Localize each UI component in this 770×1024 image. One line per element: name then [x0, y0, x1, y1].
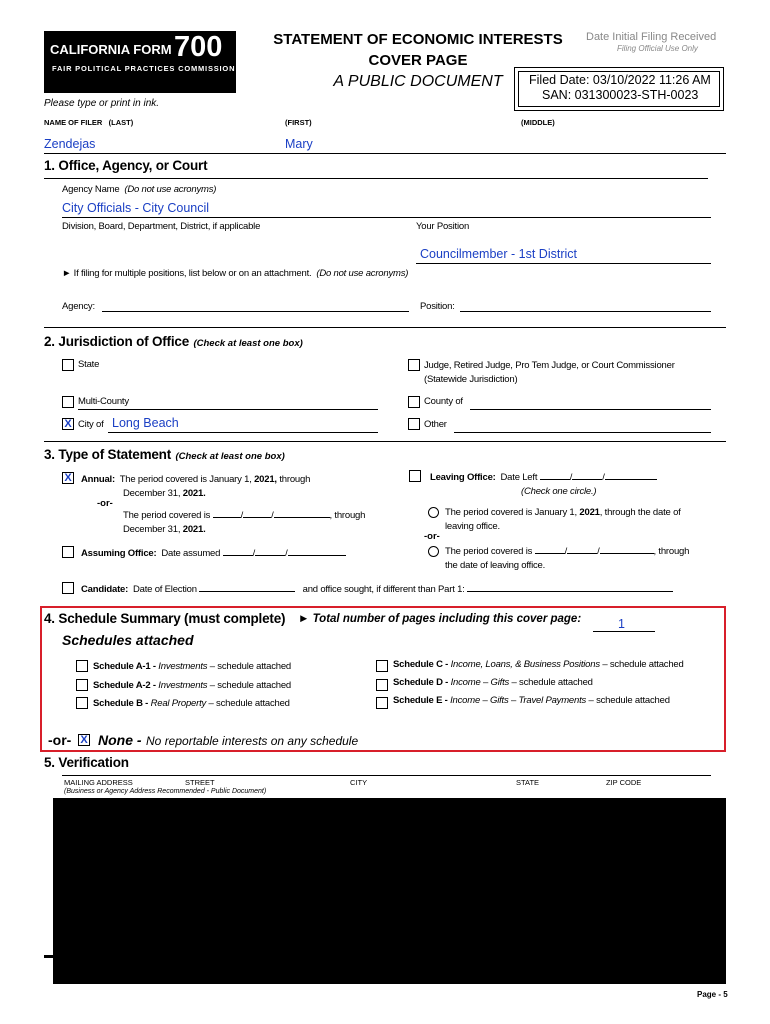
schedule-d-checkbox[interactable]	[376, 679, 388, 691]
mailing-hint: (Business or Agency Address Recommended - Public Document)	[64, 788, 267, 795]
state-label-address: STATE	[516, 778, 540, 787]
schedules-attached-label: Schedules attached	[62, 632, 194, 648]
annual-text: Annual: The period covered is January 1, 2021, through December 31, 2021.	[81, 474, 311, 499]
schedule-b-label: Schedule B - Real Property – schedule attached	[93, 698, 290, 709]
street-label: STREET	[185, 778, 215, 787]
date-received-label: Date Initial Filing Received	[586, 31, 717, 43]
schedule-c-checkbox[interactable]	[376, 660, 388, 672]
schedule-a1-label: Schedule A-1 - Investments – schedule attached	[93, 661, 292, 672]
form-label: CALIFORNIA FORM	[50, 42, 172, 57]
multi-county-label: Multi-County	[78, 396, 129, 407]
annual-checkbox[interactable]: X	[62, 472, 74, 484]
leaving-office-text: Leaving Office: Date Left / /	[430, 472, 657, 483]
schedule-a2-label: Schedule A-2 - Investments – schedule attached	[93, 680, 292, 691]
position-field[interactable]: Councilmember - 1st District	[420, 247, 577, 261]
schedule-e-checkbox[interactable]	[376, 697, 388, 709]
san-number: SAN: 031300023-STH-0023	[542, 88, 699, 102]
other-checkbox[interactable]	[408, 418, 420, 430]
leaving-or: -or-	[424, 531, 440, 542]
none-checkbox[interactable]: X	[78, 734, 90, 746]
leaving-office-checkbox[interactable]	[409, 470, 421, 482]
county-field[interactable]	[470, 409, 711, 410]
leaving-option2-text: The period covered is / / , through the date of leaving office.	[445, 546, 690, 571]
section3-hint: (Check at least one box)	[175, 451, 285, 462]
form-number: 700	[174, 31, 223, 63]
schedule-b-checkbox[interactable]	[76, 697, 88, 709]
city-label: CITY	[350, 778, 368, 787]
annual-or: -or-	[97, 498, 113, 509]
section3-title: 3. Type of Statement	[44, 447, 172, 462]
multiple-positions-note: ► If filing for multiple positions, list below or on an attachment. (Do not use acronyms)	[62, 268, 409, 279]
candidate-checkbox[interactable]	[62, 582, 74, 594]
division-label: Division, Board, Department, District, if applicable	[62, 221, 261, 232]
section2-hint: (Check at least one box)	[193, 338, 303, 349]
name-of-filer-label: NAME OF FILER (LAST)	[44, 118, 134, 127]
position2-field[interactable]	[460, 311, 711, 312]
section4-title: 4. Schedule Summary (must complete)	[44, 611, 286, 626]
city-field[interactable]: Long Beach	[112, 416, 179, 430]
filed-date: Filed Date: 03/10/2022 11:26 AM	[529, 73, 711, 87]
leaving-option2-radio[interactable]	[428, 546, 439, 557]
official-use-label: Filing Official Use Only	[617, 44, 698, 53]
total-pages-label: ► Total number of pages including this cover page:	[298, 613, 582, 625]
annual-alt-text: The period covered is / / , through December 31, 2021.	[123, 510, 366, 535]
multi-county-checkbox[interactable]	[62, 396, 74, 408]
city-of-checkbox[interactable]: X	[62, 418, 74, 430]
title-line2: COVER PAGE	[368, 52, 468, 69]
zip-label: ZIP CODE	[606, 778, 642, 787]
other-label: Other	[424, 419, 447, 430]
assuming-office-text: Assuming Office: Date assumed / /	[81, 548, 346, 559]
assuming-office-checkbox[interactable]	[62, 546, 74, 558]
agency2-label: Agency:	[62, 301, 95, 312]
section2-heading	[44, 333, 303, 351]
schedule-a2-checkbox[interactable]	[76, 679, 88, 691]
redacted-block	[53, 798, 726, 984]
last-name-field[interactable]: Zendejas	[44, 137, 96, 151]
none-or-label: -or-	[48, 732, 72, 748]
page-number: Page - 5	[697, 990, 728, 999]
city-of-label: City of	[78, 419, 104, 430]
schedule-e-label: Schedule E - Income – Gifts – Travel Payments – schedule attached	[393, 695, 670, 706]
schedule-c-label: Schedule C - Income, Loans, & Business Positions – schedule attached	[393, 659, 684, 670]
total-pages-field[interactable]: 1	[618, 617, 625, 631]
agency-name-field[interactable]: City Officials - City Council	[62, 201, 210, 215]
section3-heading	[44, 446, 285, 464]
leaving-option1-radio[interactable]	[428, 507, 439, 518]
none-label: None - No reportable interests on any schedule	[98, 732, 359, 748]
filed-stamp	[514, 67, 724, 111]
county-of-checkbox[interactable]	[408, 396, 420, 408]
your-position-label: Your Position	[416, 221, 470, 232]
first-name-field[interactable]: Mary	[285, 137, 313, 151]
title-line3: A PUBLIC DOCUMENT	[333, 73, 503, 90]
schedule-a1-checkbox[interactable]	[76, 660, 88, 672]
middle-name-label: (MIDDLE)	[521, 118, 555, 127]
state-label: State	[78, 359, 100, 370]
title-line1: STATEMENT OF ECONOMIC INTERESTS	[273, 31, 563, 48]
first-name-label: (FIRST)	[285, 118, 312, 127]
redaction-edge	[44, 955, 56, 958]
other-field[interactable]	[454, 432, 711, 433]
instructions: Please type or print in ink.	[44, 98, 160, 109]
section2-title: 2. Jurisdiction of Office	[44, 334, 190, 349]
form-badge	[44, 31, 236, 93]
state-checkbox[interactable]	[62, 359, 74, 371]
position2-label: Position:	[420, 301, 455, 312]
schedule-d-label: Schedule D - Income – Gifts – schedule attached	[393, 677, 593, 688]
leaving-hint: (Check one circle.)	[521, 486, 597, 497]
judge-label: Judge, Retired Judge, Pro Tem Judge, or Court Commissioner (Statewide Jurisdiction)	[424, 360, 675, 385]
commission-name: FAIR POLITICAL PRACTICES COMMISSION	[52, 64, 236, 73]
candidate-text: Candidate: Date of Election and office sought, if different than Part 1:	[81, 584, 673, 595]
agency-name-label: Agency Name (Do not use acronyms)	[62, 184, 217, 195]
agency2-field[interactable]	[102, 311, 409, 312]
section5-title: 5. Verification	[44, 755, 129, 770]
leaving-option1-text: The period covered is January 1, 2021, through the date of leaving office.	[445, 507, 681, 532]
mailing-address-label: MAILING ADDRESS	[64, 778, 133, 787]
section1-title: 1. Office, Agency, or Court	[44, 158, 208, 173]
county-of-label: County of	[424, 396, 463, 407]
judge-checkbox[interactable]	[408, 359, 420, 371]
